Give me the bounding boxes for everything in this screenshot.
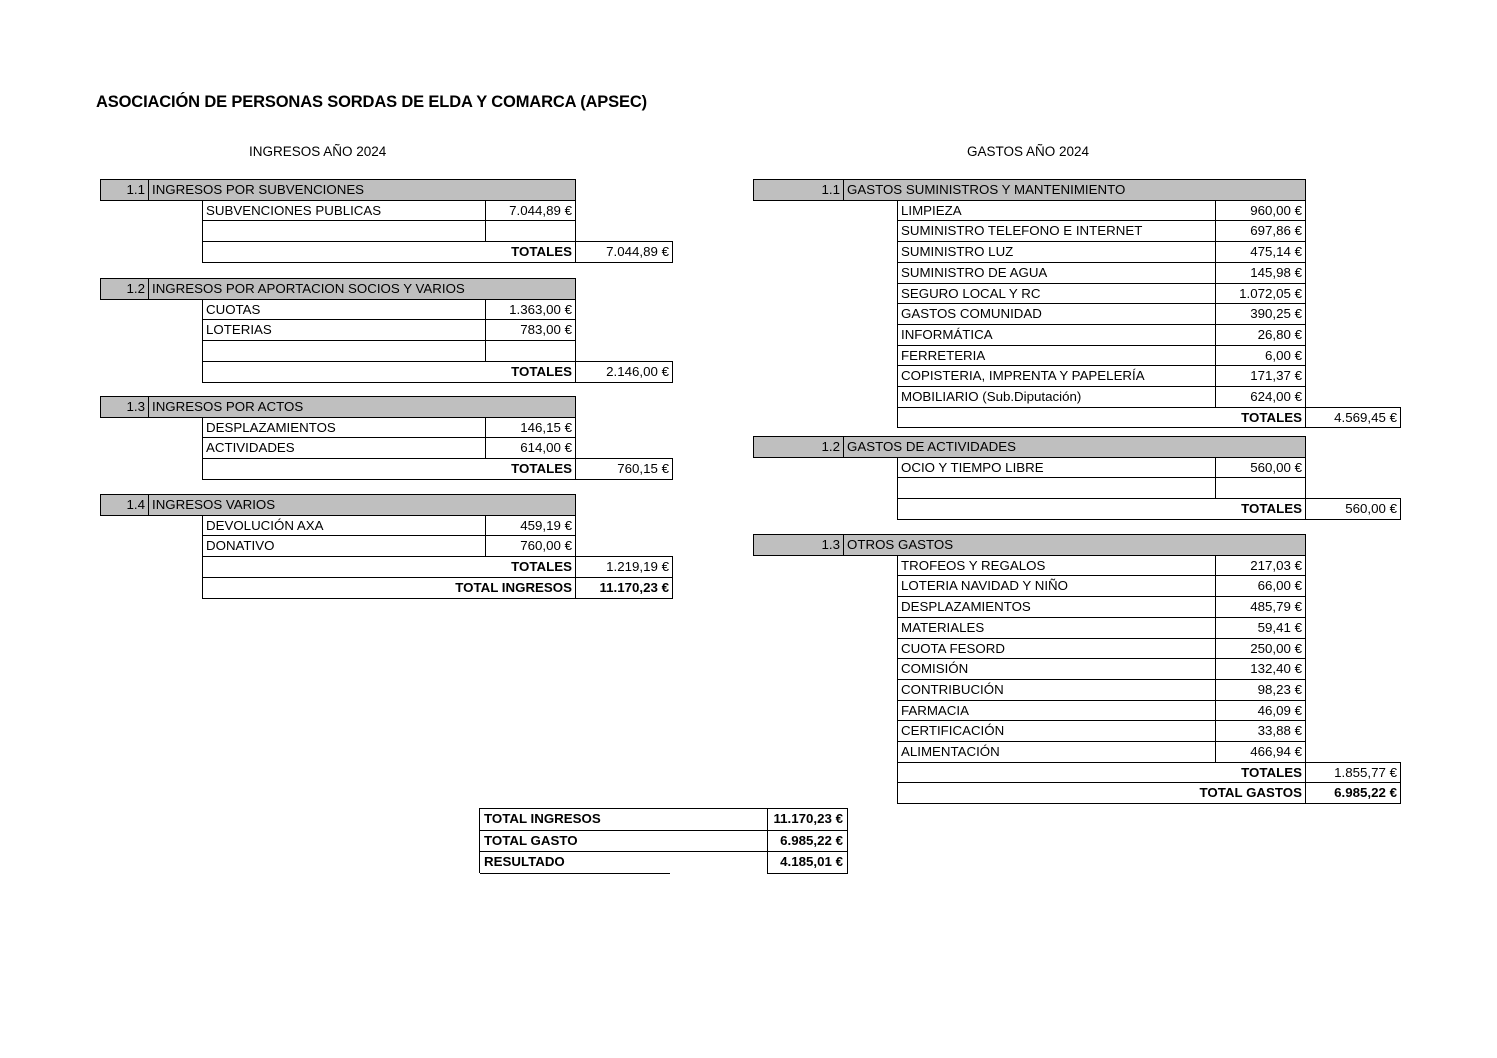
item-value: 217,03 € (1216, 555, 1306, 576)
grand-total-row (101, 577, 673, 598)
empty-item-value (486, 341, 576, 362)
table-row (754, 304, 1401, 325)
row-gutter (101, 536, 203, 557)
section-title: GASTOS DE ACTIVIDADES (844, 437, 1306, 458)
section-number: 1.4 (101, 495, 149, 516)
table-row (101, 221, 673, 242)
empty-item-label (203, 341, 486, 362)
item-value: 171,37 € (1216, 366, 1306, 387)
totals-value: 2.146,00 € (576, 361, 673, 382)
empty-item-value (1216, 478, 1306, 499)
spacer-cell (576, 536, 673, 557)
totals-row (754, 762, 1401, 783)
item-value: 390,25 € (1216, 304, 1306, 325)
row-gutter (101, 341, 203, 362)
item-label: GASTOS COMUNIDAD (898, 304, 1216, 325)
table-row (101, 320, 673, 341)
spacer-cell (1306, 576, 1401, 597)
item-label: SUMINISTRO DE AGUA (898, 262, 1216, 283)
row-gutter (754, 478, 898, 499)
totals-value: 1.219,19 € (576, 557, 673, 578)
row-gutter (754, 457, 898, 478)
table-row (754, 659, 1401, 680)
item-value: 459,19 € (486, 515, 576, 536)
item-value: 466,94 € (1216, 742, 1306, 763)
item-value: 1.072,05 € (1216, 283, 1306, 304)
item-label: DONATIVO (203, 536, 486, 557)
section-header-row (754, 437, 1401, 458)
spacer-cell (1306, 366, 1401, 387)
totals-label: TOTALES (203, 557, 576, 578)
item-value: 46,09 € (1216, 700, 1306, 721)
row-gutter (101, 320, 203, 341)
summary-label: RESULTADO (480, 852, 768, 874)
item-value: 6,00 € (1216, 345, 1306, 366)
item-label: OCIO Y TIEMPO LIBRE (898, 457, 1216, 478)
spacer-cell (576, 180, 673, 201)
row-gutter (754, 700, 898, 721)
ingresos-section-1-3 (100, 396, 673, 480)
item-label: FERRETERIA (898, 345, 1216, 366)
row-gutter (101, 417, 203, 438)
item-value: 624,00 € (1216, 387, 1306, 408)
section-header-row (101, 180, 673, 201)
totals-value: 7.044,89 € (576, 242, 673, 263)
table-row (754, 262, 1401, 283)
spacer-cell (576, 299, 673, 320)
spacer-cell (1306, 638, 1401, 659)
totals-value: 1.855,77 € (1306, 762, 1401, 783)
item-value: 145,98 € (1216, 262, 1306, 283)
spacer-cell (1306, 478, 1401, 499)
totals-row (101, 557, 673, 578)
summary-value: 6.985,22 € (768, 830, 848, 852)
row-gutter (754, 742, 898, 763)
section-number: 1.3 (101, 397, 149, 418)
table-row (101, 341, 673, 362)
summary-label: TOTAL GASTO (480, 830, 768, 852)
row-gutter (754, 659, 898, 680)
section-table (753, 436, 1401, 520)
table-row (101, 417, 673, 438)
summary-table (479, 808, 848, 874)
ingresos-caption: INGRESOS AÑO 2024 (249, 144, 387, 159)
row-gutter (101, 557, 203, 578)
row-gutter (754, 242, 898, 263)
row-gutter (101, 361, 203, 382)
table-row (754, 283, 1401, 304)
table-row (754, 457, 1401, 478)
table-row (754, 679, 1401, 700)
item-label: LIMPIEZA (898, 200, 1216, 221)
item-value: 783,00 € (486, 320, 576, 341)
item-label: CUOTA FESORD (898, 638, 1216, 659)
ingresos-section-1-1 (100, 179, 673, 263)
row-gutter (101, 438, 203, 459)
item-value: 66,00 € (1216, 576, 1306, 597)
empty-item-label (203, 221, 486, 242)
section-header-row (754, 180, 1401, 201)
table-row (754, 387, 1401, 408)
spacer-cell (1306, 324, 1401, 345)
table-row (754, 200, 1401, 221)
row-gutter (101, 200, 203, 221)
item-value: 132,40 € (1216, 659, 1306, 680)
section-title: INGRESOS POR ACTOS (149, 397, 576, 418)
spacer-cell (1306, 180, 1401, 201)
table-row (754, 638, 1401, 659)
grand-total-value: 6.985,22 € (1306, 783, 1401, 804)
spacer-cell (1306, 283, 1401, 304)
item-label: MOBILIARIO (Sub.Diputación) (898, 387, 1216, 408)
gastos-section-1-2 (753, 436, 1401, 520)
item-value: 26,80 € (1216, 324, 1306, 345)
totals-label: TOTALES (203, 361, 576, 382)
row-gutter (754, 597, 898, 618)
item-value: 760,00 € (486, 536, 576, 557)
row-gutter (754, 283, 898, 304)
spacer-cell (1306, 200, 1401, 221)
empty-item-label (898, 478, 1216, 499)
item-label: DESPLAZAMIENTOS (898, 597, 1216, 618)
table-row (101, 536, 673, 557)
spacer-cell (1306, 387, 1401, 408)
item-value: 475,14 € (1216, 242, 1306, 263)
item-value: 485,79 € (1216, 597, 1306, 618)
totals-row (101, 242, 673, 263)
spacer-cell (1306, 242, 1401, 263)
totals-value: 4.569,45 € (1306, 407, 1401, 428)
spacer-cell (576, 495, 673, 516)
section-header-row (754, 535, 1401, 556)
summary-grid (479, 808, 848, 874)
spacer-cell (1306, 617, 1401, 638)
row-gutter (754, 762, 898, 783)
spacer-cell (1306, 345, 1401, 366)
empty-item-value (486, 221, 576, 242)
item-label: LOTERIAS (203, 320, 486, 341)
item-label: ACTIVIDADES (203, 438, 486, 459)
row-gutter (754, 345, 898, 366)
page-title: ASOCIACIÓN DE PERSONAS SORDAS DE ELDA Y COMARCA (APSEC) (96, 93, 647, 111)
section-title: GASTOS SUMINISTROS Y MANTENIMIENTO (844, 180, 1306, 201)
totals-label: TOTALES (898, 407, 1306, 428)
summary-row (480, 830, 848, 852)
spacer-cell (576, 341, 673, 362)
table-row (101, 515, 673, 536)
summary-row (480, 809, 848, 831)
table-row (754, 597, 1401, 618)
spacer-cell (1306, 742, 1401, 763)
section-table (100, 396, 673, 480)
table-row (754, 242, 1401, 263)
section-table (100, 278, 673, 383)
ingresos-section-1-2 (100, 278, 673, 383)
gastos-section-1-3 (753, 534, 1401, 804)
section-number: 1.1 (754, 180, 844, 201)
spacer-cell (1306, 679, 1401, 700)
spacer-cell (576, 320, 673, 341)
item-label: SUMINISTRO TELEFONO E INTERNET (898, 221, 1216, 242)
table-row (754, 721, 1401, 742)
table-row (754, 742, 1401, 763)
item-label: LOTERIA NAVIDAD Y NIÑO (898, 576, 1216, 597)
item-value: 98,23 € (1216, 679, 1306, 700)
grand-total-row (754, 783, 1401, 804)
summary-value: 11.170,23 € (768, 809, 848, 831)
table-row (754, 345, 1401, 366)
spacer-cell (1306, 262, 1401, 283)
item-value: 960,00 € (1216, 200, 1306, 221)
item-label: ALIMENTACIÓN (898, 742, 1216, 763)
item-label: DESPLAZAMIENTOS (203, 417, 486, 438)
spacer-cell (1306, 700, 1401, 721)
table-row (101, 299, 673, 320)
row-gutter (754, 324, 898, 345)
item-value: 7.044,89 € (486, 200, 576, 221)
grand-total-label: TOTAL GASTOS (898, 783, 1306, 804)
spacer-cell (1306, 304, 1401, 325)
row-gutter (754, 721, 898, 742)
row-gutter (101, 459, 203, 480)
totals-label: TOTALES (898, 499, 1306, 520)
table-row (101, 200, 673, 221)
spacer-cell (576, 221, 673, 242)
totals-row (754, 407, 1401, 428)
section-title: INGRESOS VARIOS (149, 495, 576, 516)
item-label: MATERIALES (898, 617, 1216, 638)
item-value: 250,00 € (1216, 638, 1306, 659)
summary-row (480, 852, 848, 874)
row-gutter (754, 576, 898, 597)
section-number: 1.2 (101, 279, 149, 300)
item-label: CUOTAS (203, 299, 486, 320)
row-gutter (101, 242, 203, 263)
row-gutter (754, 366, 898, 387)
spacer-cell (1306, 597, 1401, 618)
row-gutter (754, 783, 898, 804)
row-gutter (754, 262, 898, 283)
spacer-cell (1306, 535, 1401, 556)
table-row (754, 576, 1401, 597)
row-gutter (101, 515, 203, 536)
item-label: CERTIFICACIÓN (898, 721, 1216, 742)
table-row (754, 555, 1401, 576)
grand-total-label: TOTAL INGRESOS (203, 577, 576, 598)
row-gutter (754, 617, 898, 638)
item-label: SEGURO LOCAL Y RC (898, 283, 1216, 304)
totals-row (754, 499, 1401, 520)
section-header-row (101, 397, 673, 418)
section-number: 1.2 (754, 437, 844, 458)
section-title: OTROS GASTOS (844, 535, 1306, 556)
section-table (753, 179, 1401, 428)
spacer-cell (576, 279, 673, 300)
item-label: COPISTERIA, IMPRENTA Y PAPELERÍA (898, 366, 1216, 387)
totals-value: 760,15 € (576, 459, 673, 480)
table-row (754, 700, 1401, 721)
table-row (754, 478, 1401, 499)
row-gutter (754, 200, 898, 221)
table-row (754, 617, 1401, 638)
item-value: 614,00 € (486, 438, 576, 459)
gastos-caption: GASTOS AÑO 2024 (967, 144, 1090, 159)
row-gutter (754, 555, 898, 576)
row-gutter (754, 304, 898, 325)
item-value: 59,41 € (1216, 617, 1306, 638)
spacer-cell (1306, 437, 1401, 458)
table-row (754, 324, 1401, 345)
spacer-cell (1306, 221, 1401, 242)
spacer-cell (576, 515, 673, 536)
spacer-cell (576, 397, 673, 418)
table-row (101, 438, 673, 459)
table-row (754, 221, 1401, 242)
row-gutter (101, 577, 203, 598)
item-label: DEVOLUCIÓN AXA (203, 515, 486, 536)
summary-value: 4.185,01 € (768, 852, 848, 874)
totals-row (101, 361, 673, 382)
row-gutter (101, 221, 203, 242)
row-gutter (101, 299, 203, 320)
section-header-row (101, 495, 673, 516)
gastos-section-1-1 (753, 179, 1401, 428)
row-gutter (754, 638, 898, 659)
item-label: SUMINISTRO LUZ (898, 242, 1216, 263)
section-header-row (101, 279, 673, 300)
item-label: TROFEOS Y REGALOS (898, 555, 1216, 576)
item-value: 1.363,00 € (486, 299, 576, 320)
section-number: 1.1 (101, 180, 149, 201)
spacer-cell (1306, 659, 1401, 680)
item-value: 146,15 € (486, 417, 576, 438)
section-title: INGRESOS POR APORTACION SOCIOS Y VARIOS (149, 279, 576, 300)
row-gutter (754, 407, 898, 428)
totals-row (101, 459, 673, 480)
section-title: INGRESOS POR SUBVENCIONES (149, 180, 576, 201)
item-label: INFORMÁTICA (898, 324, 1216, 345)
totals-value: 560,00 € (1306, 499, 1401, 520)
spacer-cell (1306, 555, 1401, 576)
item-label: COMISIÓN (898, 659, 1216, 680)
item-value: 560,00 € (1216, 457, 1306, 478)
table-row (754, 366, 1401, 387)
totals-label: TOTALES (203, 459, 576, 480)
row-gutter (754, 679, 898, 700)
item-value: 697,86 € (1216, 221, 1306, 242)
section-table (100, 179, 673, 263)
spacer-cell (576, 417, 673, 438)
spacer-cell (576, 200, 673, 221)
section-table (753, 534, 1401, 804)
section-number: 1.3 (754, 535, 844, 556)
item-label: CONTRIBUCIÓN (898, 679, 1216, 700)
spacer-cell (1306, 721, 1401, 742)
totals-label: TOTALES (898, 762, 1306, 783)
grand-total-value: 11.170,23 € (576, 577, 673, 598)
ingresos-section-1-4 (100, 494, 673, 599)
totals-label: TOTALES (203, 242, 576, 263)
item-label: SUBVENCIONES PUBLICAS (203, 200, 486, 221)
summary-label: TOTAL INGRESOS (480, 809, 768, 831)
section-table (100, 494, 673, 599)
spacer-cell (1306, 457, 1401, 478)
item-value: 33,88 € (1216, 721, 1306, 742)
row-gutter (754, 221, 898, 242)
item-label: FARMACIA (898, 700, 1216, 721)
spacer-cell (576, 438, 673, 459)
row-gutter (754, 499, 898, 520)
row-gutter (754, 387, 898, 408)
